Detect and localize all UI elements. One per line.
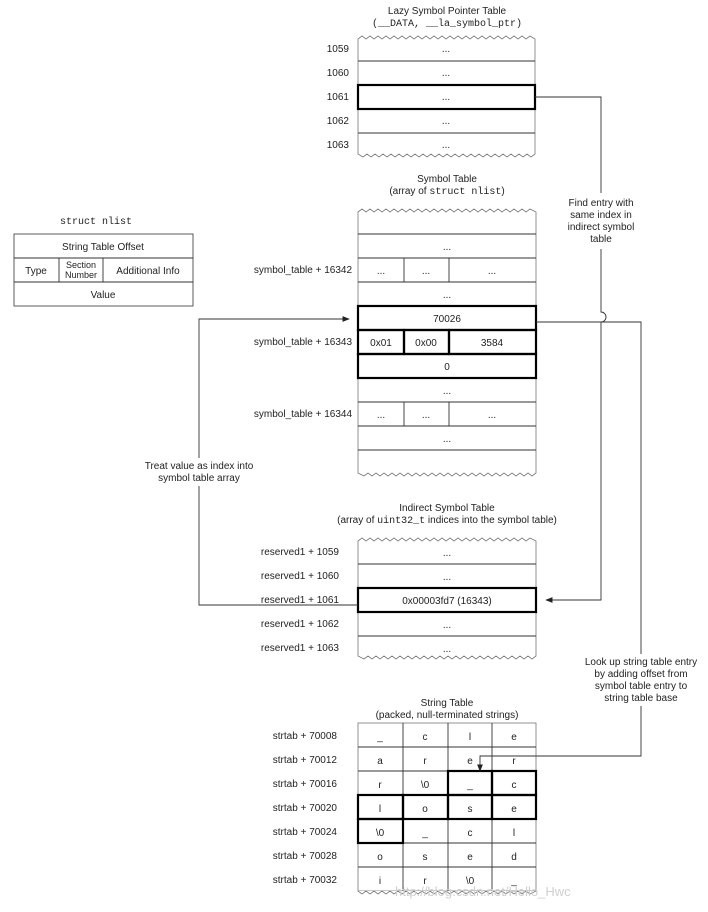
nlist-additional-info: Additional Info — [116, 266, 180, 277]
string-cell: r — [512, 756, 516, 767]
symbol-label-16343: symbol_table + 16343 — [253, 337, 352, 348]
annotation-line: indirect symbol — [567, 222, 635, 233]
string-cell: c — [467, 828, 473, 839]
string-cell: r — [378, 780, 382, 791]
string-cell: r — [423, 876, 427, 887]
indirect-row-label: reserved1 + 1059 — [260, 547, 339, 558]
indirect-row-label: reserved1 + 1060 — [260, 571, 339, 582]
symbol-cell: ... — [421, 266, 431, 277]
symbol-table-title: Symbol Table — [417, 174, 477, 185]
symbol-16343-info: 3584 — [480, 338, 504, 349]
string-row-label: strtab + 70016 — [272, 779, 337, 790]
string-row-label: strtab + 70012 — [272, 755, 337, 766]
indirect-row-value: ... — [442, 620, 452, 631]
symbol-16343-type: 0x01 — [370, 338, 392, 349]
symbol-row-value: ... — [442, 434, 452, 445]
string-cell: e — [511, 804, 517, 815]
string-cell: c — [511, 780, 517, 791]
string-cell: _ — [377, 732, 383, 743]
string-cell: r — [423, 756, 427, 767]
annotation-line: symbol table entry to — [594, 681, 688, 692]
string-cell: c — [422, 732, 428, 743]
string-row-label: strtab + 70028 — [272, 851, 337, 862]
nlist-string-table-offset: String Table Offset — [62, 242, 144, 253]
symbol-cell: ... — [487, 410, 497, 421]
annotation-line: by adding offset from — [594, 669, 688, 680]
symbol-label-16342: symbol_table + 16342 — [253, 265, 352, 276]
find-entry-annotation — [560, 193, 642, 249]
string-cell: e — [467, 756, 473, 767]
symbol-16343-value: 0 — [444, 362, 450, 373]
nlist-title: struct nlist — [59, 217, 133, 228]
string-table — [273, 698, 536, 894]
annotation-line: symbol table array — [158, 473, 240, 484]
symbol-cell: ... — [376, 266, 386, 277]
lazy-row-label: 1062 — [326, 116, 349, 127]
string-cell: l — [378, 804, 382, 815]
string-table-title: String Table — [420, 698, 474, 709]
lazy-table-subtitle: (__DATA, __la_symbol_ptr) — [371, 19, 523, 30]
annotation-line: table — [590, 234, 612, 245]
string-cell: l — [512, 828, 516, 839]
string-row-label: strtab + 70032 — [272, 875, 337, 886]
string-cell: d — [511, 852, 517, 863]
lazy-row-label: 1059 — [326, 44, 349, 55]
string-cell: \0 — [465, 876, 475, 887]
lazy-row-value: ... — [441, 68, 451, 79]
annotation-line: Look up string table entry — [584, 657, 698, 668]
string-cell: a — [377, 756, 383, 767]
string-cell: l — [468, 732, 472, 743]
string-cell: \0 — [420, 780, 430, 791]
indirect-table-subtitle: (array of uint32_t indices into the symbol table) — [337, 515, 557, 527]
string-table-subtitle: (packed, null-terminated strings) — [375, 710, 519, 721]
indirect-row-value: ... — [442, 644, 452, 655]
string-cell: e — [467, 852, 473, 863]
string-cell: o — [377, 852, 383, 863]
annotation-line: same index in — [570, 210, 632, 221]
string-cell: s — [422, 852, 428, 863]
lazy-table-title: Lazy Symbol Pointer Table — [387, 6, 507, 17]
symbol-cell: ... — [487, 266, 497, 277]
lazy-row-value: ... — [441, 140, 451, 151]
nlist-value: Value — [90, 290, 116, 301]
symbol-row-value: ... — [442, 242, 452, 253]
string-cell: e — [511, 732, 517, 743]
indirect-row-label: reserved1 + 1062 — [260, 619, 339, 630]
symbol-cell: ... — [421, 410, 431, 421]
look-up-annotation — [574, 654, 708, 706]
string-row-label: strtab + 70020 — [272, 803, 337, 814]
annotation-line: Find entry with — [568, 198, 634, 209]
string-cell: _ — [511, 876, 517, 887]
string-cell: i — [378, 876, 382, 887]
nlist-section-number: Number — [64, 270, 98, 280]
string-cell: s — [467, 804, 473, 815]
lazy-row-label: 1061 — [326, 92, 349, 103]
lazy-row-value: ... — [441, 44, 451, 55]
string-row-label: strtab + 70024 — [272, 827, 337, 838]
symbol-16343-offset: 70026 — [433, 314, 461, 325]
nlist-section-number: Section — [65, 260, 97, 270]
symbol-table — [254, 174, 536, 476]
lazy-row-value: ... — [441, 116, 451, 127]
symbol-table-subtitle: (array of struct nlist) — [389, 186, 505, 198]
indirect-row-label: reserved1 + 1061 — [260, 595, 339, 606]
string-row-label: strtab + 70008 — [272, 731, 337, 742]
lazy-symbol-pointer-table — [327, 6, 535, 157]
indirect-row-value: ... — [442, 572, 452, 583]
string-cell: _ — [422, 828, 428, 839]
annotation-line: Treat value as index into — [144, 461, 254, 472]
symbol-row-value: ... — [442, 386, 452, 397]
string-cell: o — [422, 804, 428, 815]
lazy-row-label: 1060 — [326, 68, 349, 79]
watermark-text: http://blog.csdn.net/Hello_Hwc — [395, 884, 571, 899]
indirect-table-title: Indirect Symbol Table — [399, 503, 495, 514]
indirect-row-value: 0x00003fd7 (16343) — [402, 596, 492, 607]
annotation-line: string table base — [604, 693, 678, 704]
nlist-type: Type — [25, 266, 47, 277]
treat-value-annotation — [136, 458, 264, 486]
string-cell: _ — [467, 780, 473, 791]
lazy-row-value: ... — [441, 92, 451, 103]
indirect-symbol-table — [261, 503, 557, 659]
string-cell: \0 — [375, 828, 385, 839]
symbol-16343-section: 0x00 — [415, 338, 437, 349]
lazy-row-label: 1063 — [326, 140, 349, 151]
symbol-row-value: ... — [442, 290, 452, 301]
indirect-row-value: ... — [442, 548, 452, 559]
symbol-cell: ... — [376, 410, 386, 421]
indirect-row-label: reserved1 + 1063 — [260, 643, 339, 654]
symbol-label-16344: symbol_table + 16344 — [253, 409, 352, 420]
struct-nlist-legend — [14, 216, 193, 306]
